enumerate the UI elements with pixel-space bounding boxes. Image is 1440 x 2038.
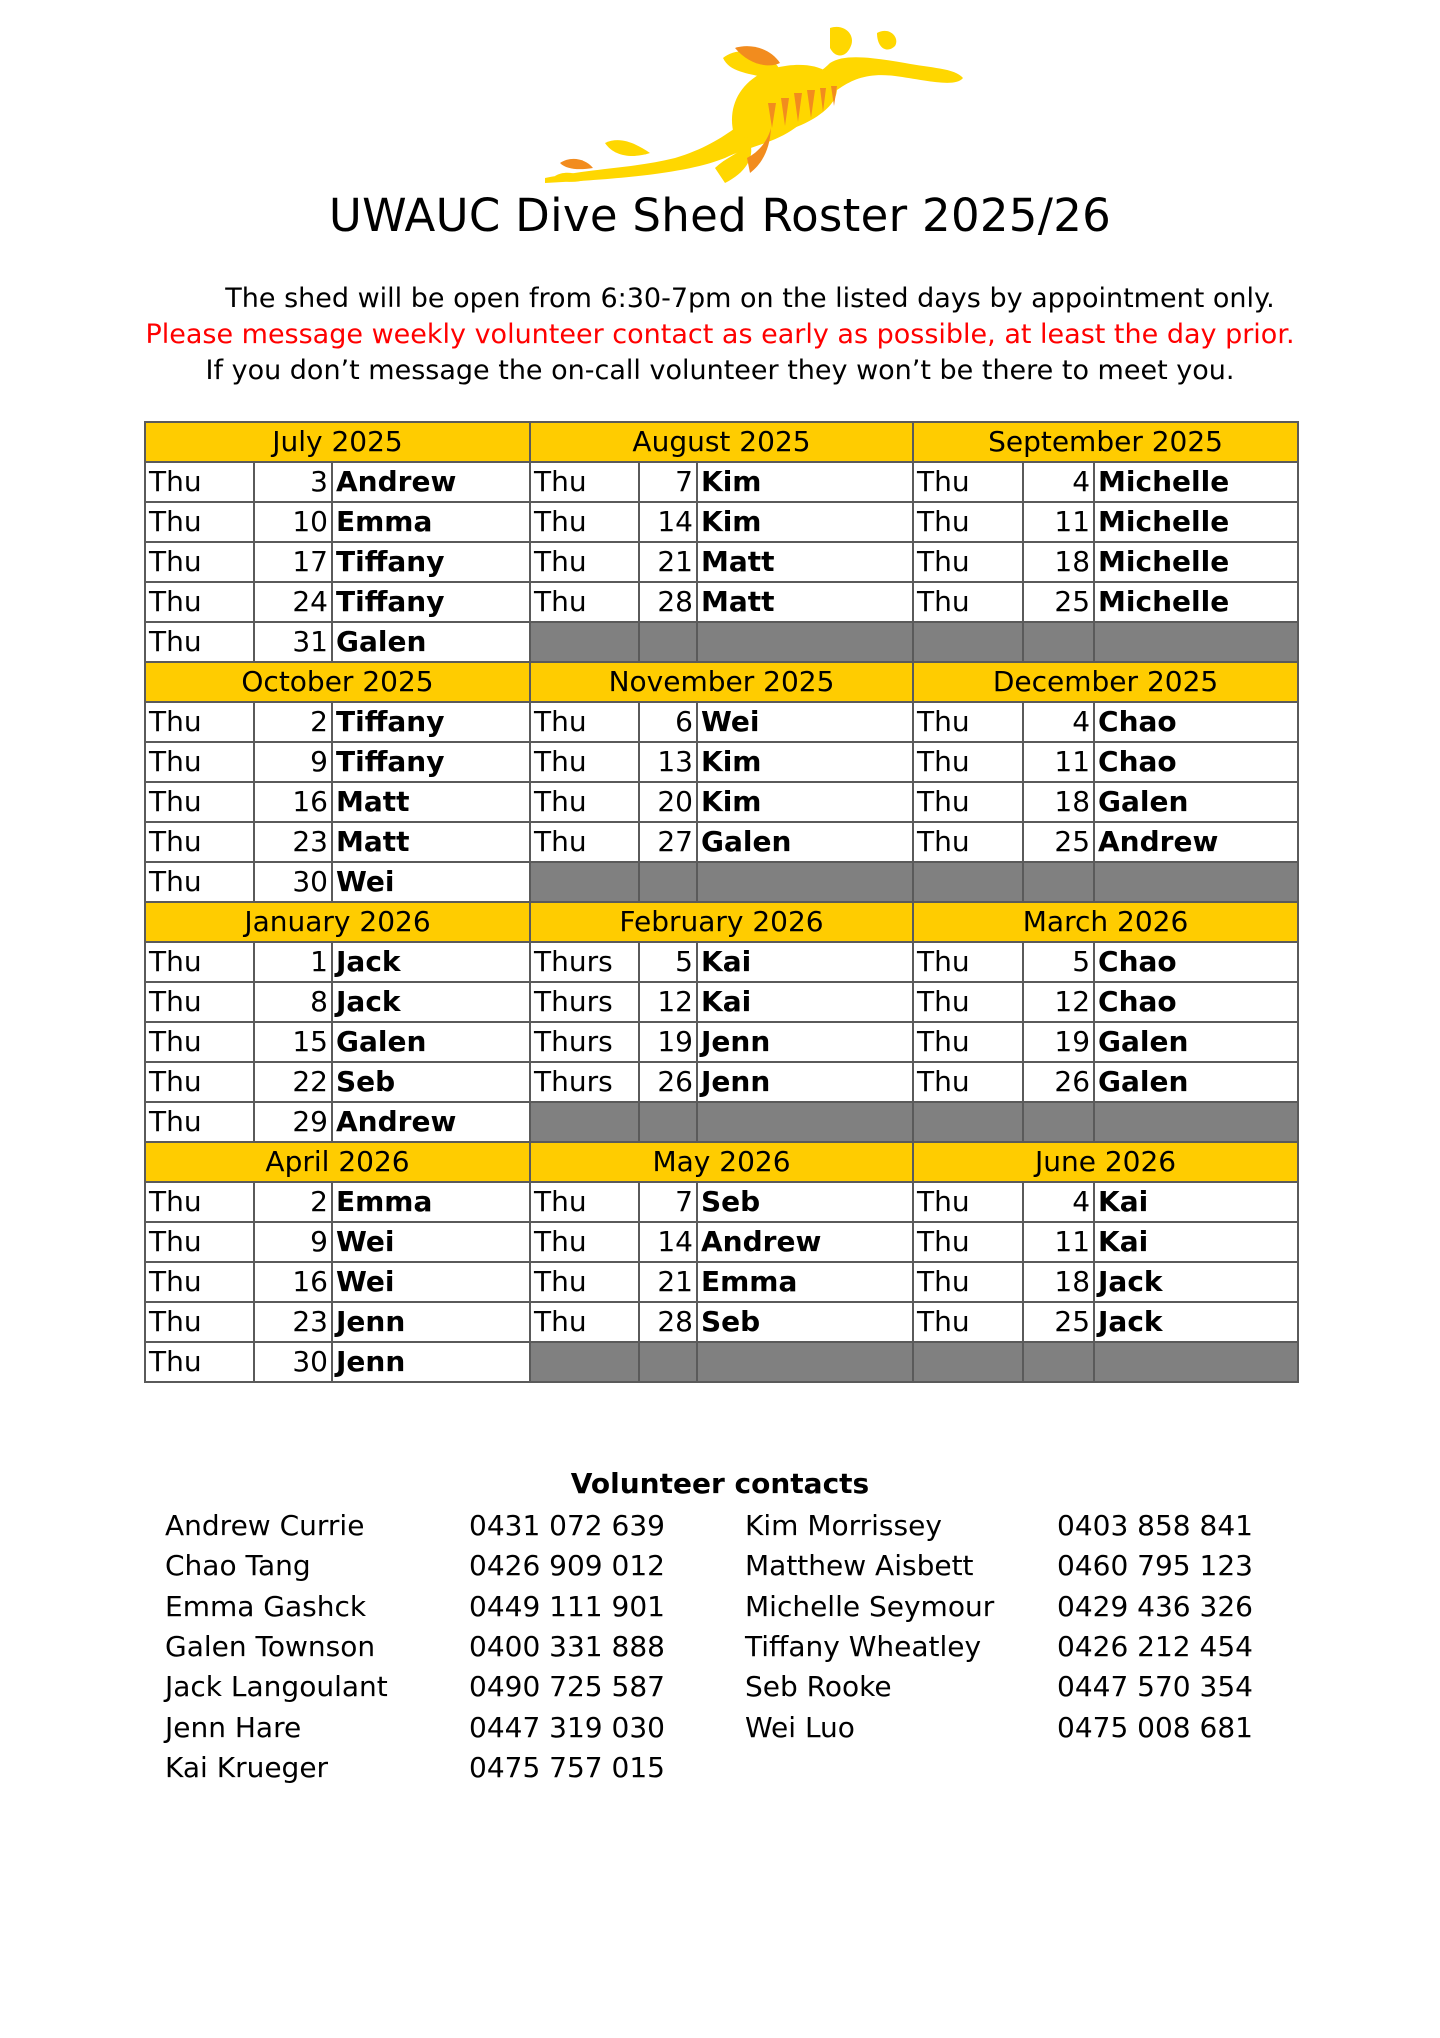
day-cell: Thu — [145, 1222, 254, 1262]
volunteer-cell: Kim — [697, 462, 913, 502]
contact-phone: 0426 909 012 — [469, 1549, 665, 1583]
roster-row — [145, 462, 1298, 502]
empty-cell — [1023, 1102, 1094, 1142]
date-cell: 17 — [254, 542, 332, 582]
volunteer-cell: Kim — [697, 742, 913, 782]
volunteer-cell: Kim — [697, 782, 913, 822]
volunteer-cell: Galen — [697, 822, 913, 862]
contact-name: Tiffany Wheatley — [745, 1629, 982, 1663]
day-cell: Thu — [913, 982, 1023, 1022]
roster-row — [145, 542, 1298, 582]
date-cell: 9 — [254, 742, 332, 782]
volunteer-cell: Galen — [332, 1022, 530, 1062]
contact-phone: 0490 725 587 — [469, 1670, 665, 1704]
empty-cell — [913, 1342, 1023, 1382]
roster-row — [145, 982, 1298, 1022]
volunteer-cell: Wei — [332, 862, 530, 902]
volunteer-cell: Chao — [1094, 742, 1298, 782]
on-call-notice-text: If you don’t message the on-call volunteer they won’t be there to meet you. — [205, 355, 1235, 386]
contact-phone: 0400 331 888 — [469, 1629, 665, 1663]
day-cell: Thu — [145, 1102, 254, 1142]
volunteer-cell: Michelle — [1094, 502, 1298, 542]
empty-cell — [530, 1342, 639, 1382]
roster-row — [145, 1182, 1298, 1222]
day-cell: Thu — [913, 1262, 1023, 1302]
day-cell: Thu — [145, 982, 254, 1022]
leafy-seadragon-logo-icon — [485, 18, 965, 188]
date-cell: 26 — [639, 1062, 697, 1102]
volunteer-cell: Galen — [1094, 782, 1298, 822]
day-cell: Thu — [145, 462, 254, 502]
volunteer-cell: Seb — [697, 1302, 913, 1342]
day-cell: Thu — [530, 582, 639, 622]
volunteer-cell: Emma — [332, 1182, 530, 1222]
day-cell: Thu — [145, 582, 254, 622]
empty-cell — [697, 1102, 913, 1142]
day-cell: Thu — [913, 742, 1023, 782]
volunteer-cell: Kim — [697, 502, 913, 542]
day-cell: Thu — [530, 1222, 639, 1262]
volunteer-cell: Emma — [332, 502, 530, 542]
month-header: January 2026 — [145, 902, 530, 942]
volunteer-cell: Jack — [332, 982, 530, 1022]
date-cell: 1 — [254, 942, 332, 982]
volunteer-cell: Chao — [1094, 702, 1298, 742]
contact-phone: 0449 111 901 — [469, 1589, 665, 1623]
day-cell: Thu — [530, 1302, 639, 1342]
volunteer-cell: Kai — [1094, 1182, 1298, 1222]
day-cell: Thu — [145, 1182, 254, 1222]
day-cell: Thu — [145, 742, 254, 782]
month-header: October 2025 — [145, 662, 530, 702]
empty-cell — [1094, 1102, 1298, 1142]
day-cell: Thu — [530, 822, 639, 862]
empty-cell — [1023, 862, 1094, 902]
contact-name: Jenn Hare — [165, 1710, 302, 1744]
empty-cell — [639, 622, 697, 662]
date-cell: 11 — [1023, 742, 1094, 782]
day-cell: Thu — [913, 702, 1023, 742]
day-cell: Thu — [145, 1262, 254, 1302]
volunteer-cell: Matt — [697, 542, 913, 582]
day-cell: Thu — [530, 782, 639, 822]
day-cell: Thu — [145, 1302, 254, 1342]
date-cell: 4 — [1023, 1182, 1094, 1222]
roster-row — [145, 742, 1298, 782]
empty-cell — [697, 862, 913, 902]
date-cell: 19 — [639, 1022, 697, 1062]
month-header: September 2025 — [913, 422, 1298, 462]
volunteer-cell: Chao — [1094, 942, 1298, 982]
date-cell: 13 — [639, 742, 697, 782]
contact-phone: 0426 212 454 — [1057, 1629, 1253, 1663]
date-cell: 4 — [1023, 462, 1094, 502]
date-cell: 14 — [639, 502, 697, 542]
contact-name: Kim Morrissey — [745, 1509, 942, 1542]
day-cell: Thurs — [530, 982, 639, 1022]
volunteer-cell: Kai — [1094, 1222, 1298, 1262]
date-cell: 24 — [254, 582, 332, 622]
day-cell: Thu — [530, 542, 639, 582]
month-header: November 2025 — [530, 662, 913, 702]
date-cell: 14 — [639, 1222, 697, 1262]
date-cell: 25 — [1023, 582, 1094, 622]
page-title: UWAUC Dive Shed Roster 2025/26 — [328, 189, 1112, 242]
volunteer-cell: Chao — [1094, 982, 1298, 1022]
roster-row — [145, 1102, 1298, 1142]
month-header: March 2026 — [913, 902, 1298, 942]
empty-cell — [913, 1102, 1023, 1142]
empty-cell — [913, 862, 1023, 902]
contact-name: Seb Rooke — [745, 1670, 892, 1704]
day-cell: Thu — [913, 822, 1023, 862]
empty-cell — [913, 622, 1023, 662]
date-cell: 11 — [1023, 502, 1094, 542]
day-cell: Thurs — [530, 1062, 639, 1102]
empty-cell — [1094, 622, 1298, 662]
date-cell: 29 — [254, 1102, 332, 1142]
volunteer-cell: Jenn — [697, 1022, 913, 1062]
day-cell: Thu — [145, 782, 254, 822]
date-cell: 30 — [254, 1342, 332, 1382]
contact-phone: 0475 008 681 — [1057, 1710, 1253, 1744]
date-cell: 7 — [639, 1182, 697, 1222]
date-cell: 5 — [1023, 942, 1094, 982]
date-cell: 28 — [639, 582, 697, 622]
month-header-row — [145, 662, 1298, 702]
day-cell: Thu — [530, 702, 639, 742]
contact-name: Matthew Aisbett — [745, 1549, 974, 1583]
volunteer-cell: Jenn — [332, 1342, 530, 1382]
date-cell: 5 — [639, 942, 697, 982]
roster-row — [145, 1342, 1298, 1382]
roster-row — [145, 502, 1298, 542]
roster-row — [145, 782, 1298, 822]
empty-cell — [697, 1342, 913, 1382]
contact-phone: 0460 795 123 — [1057, 1549, 1253, 1583]
day-cell: Thu — [145, 862, 254, 902]
empty-cell — [639, 862, 697, 902]
day-cell: Thu — [913, 1302, 1023, 1342]
date-cell: 23 — [254, 822, 332, 862]
date-cell: 18 — [1023, 782, 1094, 822]
roster-row — [145, 1302, 1298, 1342]
volunteer-cell: Wei — [697, 702, 913, 742]
volunteer-cell: Kai — [697, 982, 913, 1022]
roster-row — [145, 1022, 1298, 1062]
date-cell: 16 — [254, 1262, 332, 1302]
volunteer-cell: Wei — [332, 1222, 530, 1262]
day-cell: Thu — [913, 502, 1023, 542]
date-cell: 21 — [639, 1262, 697, 1302]
empty-cell — [697, 622, 913, 662]
contact-phone: 0403 858 841 — [1057, 1509, 1253, 1542]
day-cell: Thu — [530, 1182, 639, 1222]
contact-name: Wei Luo — [745, 1710, 855, 1744]
date-cell: 2 — [254, 1182, 332, 1222]
contact-name: Kai Krueger — [165, 1750, 329, 1784]
empty-cell — [1023, 1342, 1094, 1382]
day-cell: Thu — [913, 782, 1023, 822]
contact-phone: 0447 319 030 — [469, 1710, 665, 1744]
date-cell: 25 — [1023, 822, 1094, 862]
volunteer-cell: Michelle — [1094, 542, 1298, 582]
contact-phone: 0429 436 326 — [1057, 1589, 1253, 1623]
month-header: July 2025 — [145, 422, 530, 462]
date-cell: 21 — [639, 542, 697, 582]
day-cell: Thu — [913, 542, 1023, 582]
empty-cell — [639, 1102, 697, 1142]
day-cell: Thu — [145, 622, 254, 662]
volunteer-cell: Wei — [332, 1262, 530, 1302]
volunteer-cell: Galen — [1094, 1062, 1298, 1102]
date-cell: 10 — [254, 502, 332, 542]
day-cell: Thu — [530, 462, 639, 502]
day-cell: Thu — [145, 542, 254, 582]
month-header-row — [145, 422, 1298, 462]
day-cell: Thu — [913, 1222, 1023, 1262]
roster-row — [145, 1062, 1298, 1102]
roster-row — [145, 1262, 1298, 1302]
day-cell: Thu — [530, 742, 639, 782]
month-header: April 2026 — [145, 1142, 530, 1182]
day-cell: Thu — [145, 502, 254, 542]
date-cell: 27 — [639, 822, 697, 862]
month-header: May 2026 — [530, 1142, 913, 1182]
roster-row — [145, 1222, 1298, 1262]
day-cell: Thu — [913, 462, 1023, 502]
date-cell: 3 — [254, 462, 332, 502]
volunteer-cell: Jack — [1094, 1302, 1298, 1342]
date-cell: 30 — [254, 862, 332, 902]
month-header: February 2026 — [530, 902, 913, 942]
date-cell: 11 — [1023, 1222, 1094, 1262]
volunteer-cell: Michelle — [1094, 582, 1298, 622]
contacts-heading: Volunteer contacts — [570, 1467, 870, 1500]
volunteer-cell: Jenn — [697, 1062, 913, 1102]
contact-name: Emma Gashck — [165, 1589, 367, 1623]
volunteer-cell: Seb — [332, 1062, 530, 1102]
empty-cell — [639, 1342, 697, 1382]
date-cell: 7 — [639, 462, 697, 502]
contact-warning-text: Please message weekly volunteer contact as early as possible, at least the day prior. — [145, 319, 1295, 350]
month-header-row — [145, 1142, 1298, 1182]
volunteer-cell: Matt — [332, 822, 530, 862]
date-cell: 18 — [1023, 1262, 1094, 1302]
day-cell: Thu — [145, 1342, 254, 1382]
date-cell: 31 — [254, 622, 332, 662]
empty-cell — [530, 862, 639, 902]
date-cell: 12 — [1023, 982, 1094, 1022]
date-cell: 4 — [1023, 702, 1094, 742]
date-cell: 12 — [639, 982, 697, 1022]
roster-row — [145, 862, 1298, 902]
volunteer-cell: Tiffany — [332, 582, 530, 622]
volunteer-cell: Tiffany — [332, 542, 530, 582]
day-cell: Thu — [145, 702, 254, 742]
volunteer-cell: Matt — [697, 582, 913, 622]
date-cell: 18 — [1023, 542, 1094, 582]
month-header: June 2026 — [913, 1142, 1298, 1182]
day-cell: Thu — [913, 942, 1023, 982]
empty-cell — [530, 622, 639, 662]
volunteer-cell: Andrew — [1094, 822, 1298, 862]
roster-row — [145, 582, 1298, 622]
contact-phone: 0447 570 354 — [1057, 1670, 1253, 1704]
day-cell: Thu — [913, 1062, 1023, 1102]
day-cell: Thurs — [530, 942, 639, 982]
day-cell: Thu — [145, 942, 254, 982]
day-cell: Thu — [913, 582, 1023, 622]
contact-name: Chao Tang — [165, 1549, 311, 1583]
volunteer-cell: Emma — [697, 1262, 913, 1302]
volunteer-cell: Jack — [1094, 1262, 1298, 1302]
day-cell: Thurs — [530, 1022, 639, 1062]
volunteer-cell: Seb — [697, 1182, 913, 1222]
date-cell: 20 — [639, 782, 697, 822]
empty-cell — [530, 1102, 639, 1142]
volunteer-cell: Andrew — [332, 462, 530, 502]
volunteer-cell: Matt — [332, 782, 530, 822]
contact-name: Michelle Seymour — [745, 1589, 995, 1623]
month-header: August 2025 — [530, 422, 913, 462]
contact-name: Galen Townson — [165, 1629, 376, 1663]
volunteer-cell: Tiffany — [332, 742, 530, 782]
date-cell: 16 — [254, 782, 332, 822]
roster-row — [145, 622, 1298, 662]
date-cell: 2 — [254, 702, 332, 742]
empty-cell — [1094, 1342, 1298, 1382]
volunteer-cell: Tiffany — [332, 702, 530, 742]
date-cell: 8 — [254, 982, 332, 1022]
volunteer-cell: Kai — [697, 942, 913, 982]
day-cell: Thu — [530, 1262, 639, 1302]
volunteer-cell: Galen — [1094, 1022, 1298, 1062]
date-cell: 6 — [639, 702, 697, 742]
volunteer-cell: Jack — [332, 942, 530, 982]
contact-name: Jack Langoulant — [165, 1670, 388, 1704]
empty-cell — [1094, 862, 1298, 902]
day-cell: Thu — [530, 502, 639, 542]
date-cell: 25 — [1023, 1302, 1094, 1342]
roster-row — [145, 702, 1298, 742]
date-cell: 15 — [254, 1022, 332, 1062]
date-cell: 28 — [639, 1302, 697, 1342]
day-cell: Thu — [145, 822, 254, 862]
month-header: December 2025 — [913, 662, 1298, 702]
volunteer-cell: Andrew — [697, 1222, 913, 1262]
date-cell: 19 — [1023, 1022, 1094, 1062]
day-cell: Thu — [145, 1022, 254, 1062]
contact-phone: 0475 757 015 — [469, 1750, 665, 1784]
contact-phone: 0431 072 639 — [469, 1509, 665, 1542]
day-cell: Thu — [913, 1022, 1023, 1062]
volunteer-cell: Galen — [332, 622, 530, 662]
roster-table — [144, 421, 1299, 1383]
roster-row — [145, 822, 1298, 862]
volunteer-cell: Andrew — [332, 1102, 530, 1142]
day-cell: Thu — [913, 1182, 1023, 1222]
date-cell: 22 — [254, 1062, 332, 1102]
date-cell: 9 — [254, 1222, 332, 1262]
contact-name: Andrew Currie — [165, 1509, 365, 1542]
date-cell: 23 — [254, 1302, 332, 1342]
month-header-row — [145, 902, 1298, 942]
volunteer-cell: Michelle — [1094, 462, 1298, 502]
day-cell: Thu — [145, 1062, 254, 1102]
empty-cell — [1023, 622, 1094, 662]
volunteer-cell: Jenn — [332, 1302, 530, 1342]
roster-row — [145, 942, 1298, 982]
date-cell: 26 — [1023, 1062, 1094, 1102]
opening-hours-text: The shed will be open from 6:30-7pm on the listed days by appointment only. — [225, 283, 1275, 314]
